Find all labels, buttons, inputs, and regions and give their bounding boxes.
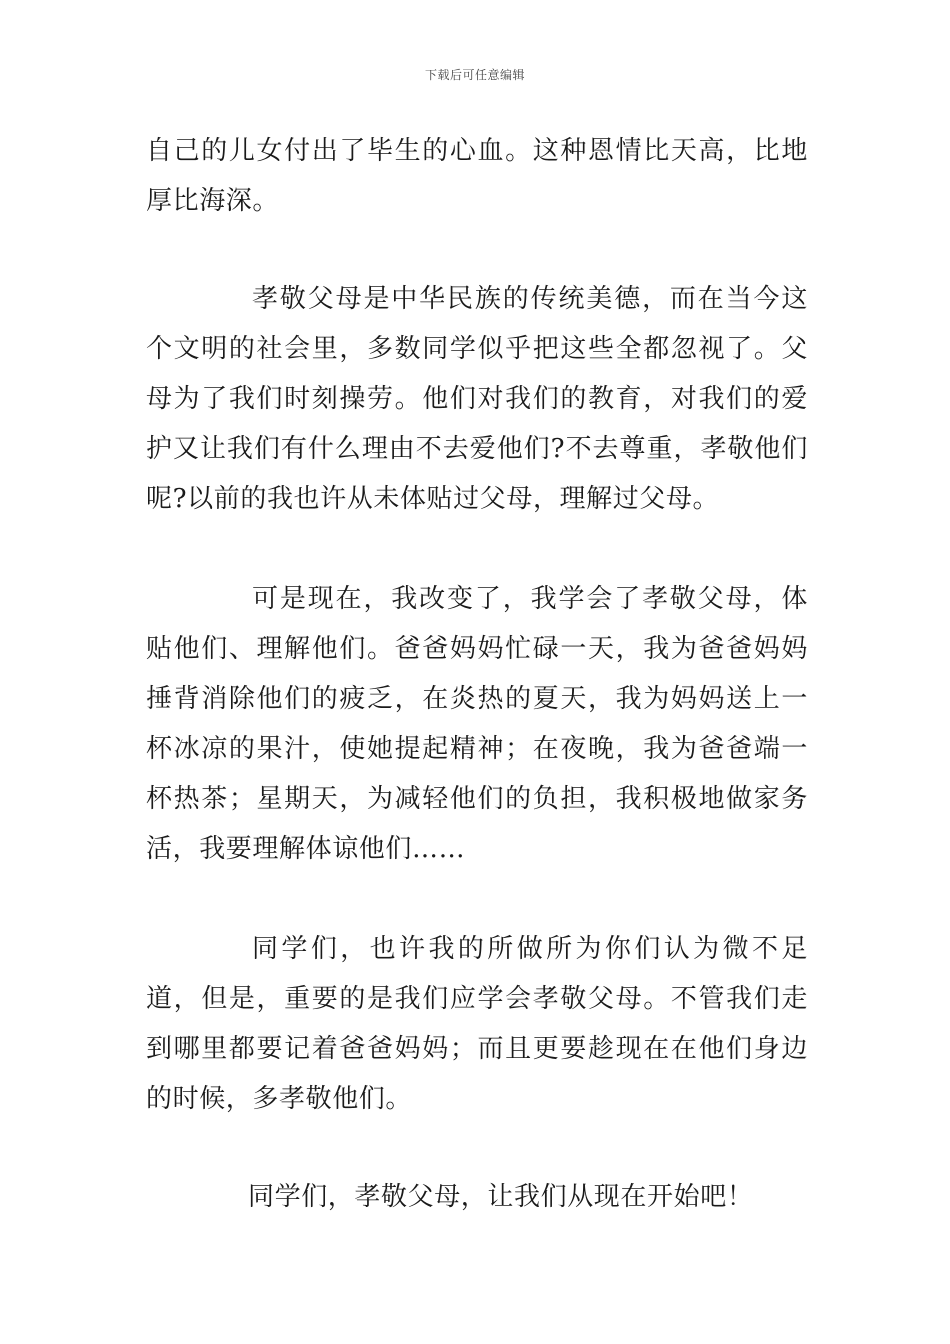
paragraph-4: 同学们，也许我的所做所为你们认为微不足道，但是，重要的是我们应学会孝敬父母。不管我们走到哪里都要记着爸爸妈妈；而且更要趁现在在他们身边的时候，多孝敬他们。 [146, 934, 808, 1114]
paragraph-3: 可是现在，我改变了，我学会了孝敬父母，体贴他们、理解他们。爸爸妈妈忙碌一天，我为爸爸妈妈捶背消除他们的疲乏，在炎热的夏天，我为妈妈送上一杯冰凉的果汁，使她提起精神；在夜晚，我为爸爸端一杯热茶；星期天，为减轻他们的负担，我积极地做家务活，我要理解体谅他们…… [146, 584, 808, 864]
page-header-note: 下载后可任意编辑 [424, 68, 525, 82]
paragraph-1: 自己的儿女付出了毕生的心血。这种恩情比天高，比地厚比海深。 [146, 136, 808, 216]
paragraph-5-closing: 同学们，孝敬父母，让我们从现在开始吧！ [248, 1182, 754, 1212]
paragraph-2: 孝敬父母是中华民族的传统美德，而在当今这个文明的社会里，多数同学似乎把这些全都忽视了。父母为了我们时刻操劳。他们对我们的教育，对我们的爱护又让我们有什么理由不去爱他们?不去尊重，孝敬他们呢?以前的我也许从未体贴过父母，理解过父母。 [146, 284, 808, 514]
